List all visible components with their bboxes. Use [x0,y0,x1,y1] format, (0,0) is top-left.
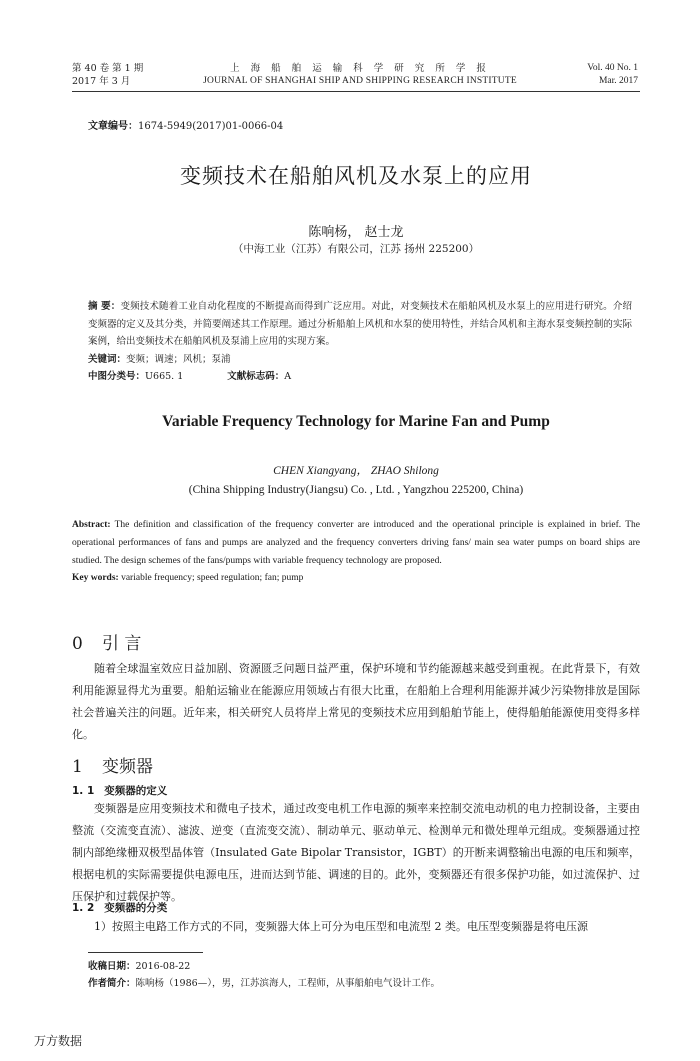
section-heading [72,629,141,654]
footnote-rule [88,952,203,953]
section-title: 引 言 [102,634,142,654]
paragraph: 1）按照主电路工作方式的不同，变频器大体上可分为电压型和电流型 2 类。电压型变频器是将电压源 [94,920,588,933]
header-journal-en: JOURNAL OF SHANGHAI SHIP AND SHIPPING RESEARCH INSTITUTE [203,76,517,86]
paragraph: 变频器是应用变频技术和微电子技术，通过改变电机工作电源的频率来控制交流电动机的电力控制设备，主要由整流（交流变直流）、滤波、逆变（直流变交流）、制动单元、驱动单元、检测单元和微处理单元组成。变频器通过控制内部绝缘栅双极型晶体管（Insulated Gate Bipolar Transistor，IGBT）的开断来调整输出电源的电压和频率，根据电机的实际需要提供电源电压，进而达到节能、调速的目的。此外，变频器还有很多保护功能，如过流保护、过压保护和过载保护等。 [72,802,640,903]
section-number: 0 [72,634,83,654]
header-vol-en: Vol. 40 No. 1 [587,63,638,73]
keywords-cn-label: 关键词： [88,353,127,365]
doc-code-value: A [284,371,292,382]
watermark: 万方数据 [34,1034,83,1048]
section-1-1-paragraph [72,798,640,908]
clc-value: U665. 1 [145,371,184,382]
keywords-cn-text: 变频；调速；风机；泵浦 [126,353,231,365]
header-date-cn: 2017 年 3 月 [72,76,131,87]
section-heading [72,752,153,777]
received-label: 收稿日期： [88,961,136,972]
authors-en: CHEN Xiangyang， ZHAO Shilong [273,465,439,477]
header-volume-issue: 第 40 卷 第 1 期 [72,63,144,74]
header-date-en: Mar. 2017 [598,76,638,86]
affiliation-en: (China Shipping Industry(Jiangsu) Co. , Ltd. , Yangzhou 225200, China) [188,484,524,496]
paragraph: 随着全球温室效应日益加剧、资源匮乏问题日益严重，保护环境和节约能源越来越受到重视。在此背景下，有效利用能源显得尤为重要。船舶运输业在能源应用领域占有很大比重，在船舶上合理利用能源并减少污染物排放是国际社会普遍关注的问题。近年来，相关研究人员将岸上常见的变频技术应用到船舶节能上，使得船舶能源使用变得多样化。 [72,662,640,741]
page-title-en: Variable Frequency Technology for Marine Fan and Pump [162,413,550,430]
abstract-cn [88,298,632,386]
keywords-cn [88,351,632,369]
abstract-cn-body [88,298,632,351]
abstract-en-text: The definition and classification of the frequency converter are introduced and the operational principle is explained in brief. The operational performances of fans and pumps are analyzed and the frequency converters driving fans/ main sea water pumps on board ships are studied. The design schemes of the fans/pumps with variable frequency technology are proposed. [72,520,640,566]
subsection-number: 1. 2 [72,902,95,914]
header-journal [160,62,560,88]
footnote-author-bio [88,975,440,989]
classification-row [88,368,632,386]
keywords-en-label: Key words: [72,573,119,584]
subsection-title: 变频器的定义 [104,785,168,797]
abstract-en-label: Abstract: [72,520,111,530]
footnote-received [88,958,190,972]
header-journal-cn: 上 海 船 舶 运 输 科 学 研 究 所 学 报 [230,63,490,74]
abstract-cn-label: 摘 要： [88,301,121,312]
abstract-cn-text: 变频技术随着工业自动化程度的不断提高而得到广泛应用。对此，对变频技术在船舶风机及水泵上的应用进行研究。介绍变频器的定义及其分类，并简要阐述其工作原理。通过分析船舶上风机和水泵的使用特性，并结合风机和主海水泵变频控制的实际案例，给出变频技术在船舶风机及泵浦上应用的实现方案。 [88,301,632,347]
header-rule [72,91,640,92]
article-number [88,117,283,132]
article-number-label: 文章编号： [88,121,138,132]
subsection-heading [72,900,167,915]
section-1-2-paragraph [72,916,640,938]
clc-label: 中图分类号： [88,371,146,382]
intro-paragraph [72,658,640,746]
received-date: 2016-08-22 [135,961,191,972]
bio-text: 陈响杨（1986—），男，江苏滨海人，工程师，从事船舶电气设计工作。 [135,978,440,989]
keywords-en [72,570,640,588]
doc-code-label: 文献标志码： [227,371,285,382]
affiliation-cn: （中海工业（江苏）有限公司，江苏 扬州 225200） [232,243,480,255]
section-title: 变频器 [102,757,153,777]
abstract-en-body [72,517,640,570]
bio-label: 作者简介： [88,978,136,989]
subsection-number: 1. 1 [72,785,95,797]
abstract-en [72,517,640,588]
authors-cn: 陈响杨， 赵士龙 [308,225,404,240]
page-title-cn: 变频技术在船舶风机及水泵上的应用 [180,164,532,188]
article-number-value: 1674-5949(2017)01-0066-04 [138,121,284,132]
subsection-title: 变频器的分类 [104,902,168,914]
section-number: 1 [72,757,83,777]
subsection-heading [72,783,167,798]
keywords-en-text: variable frequency; speed regulation; fan; pump [118,573,304,584]
